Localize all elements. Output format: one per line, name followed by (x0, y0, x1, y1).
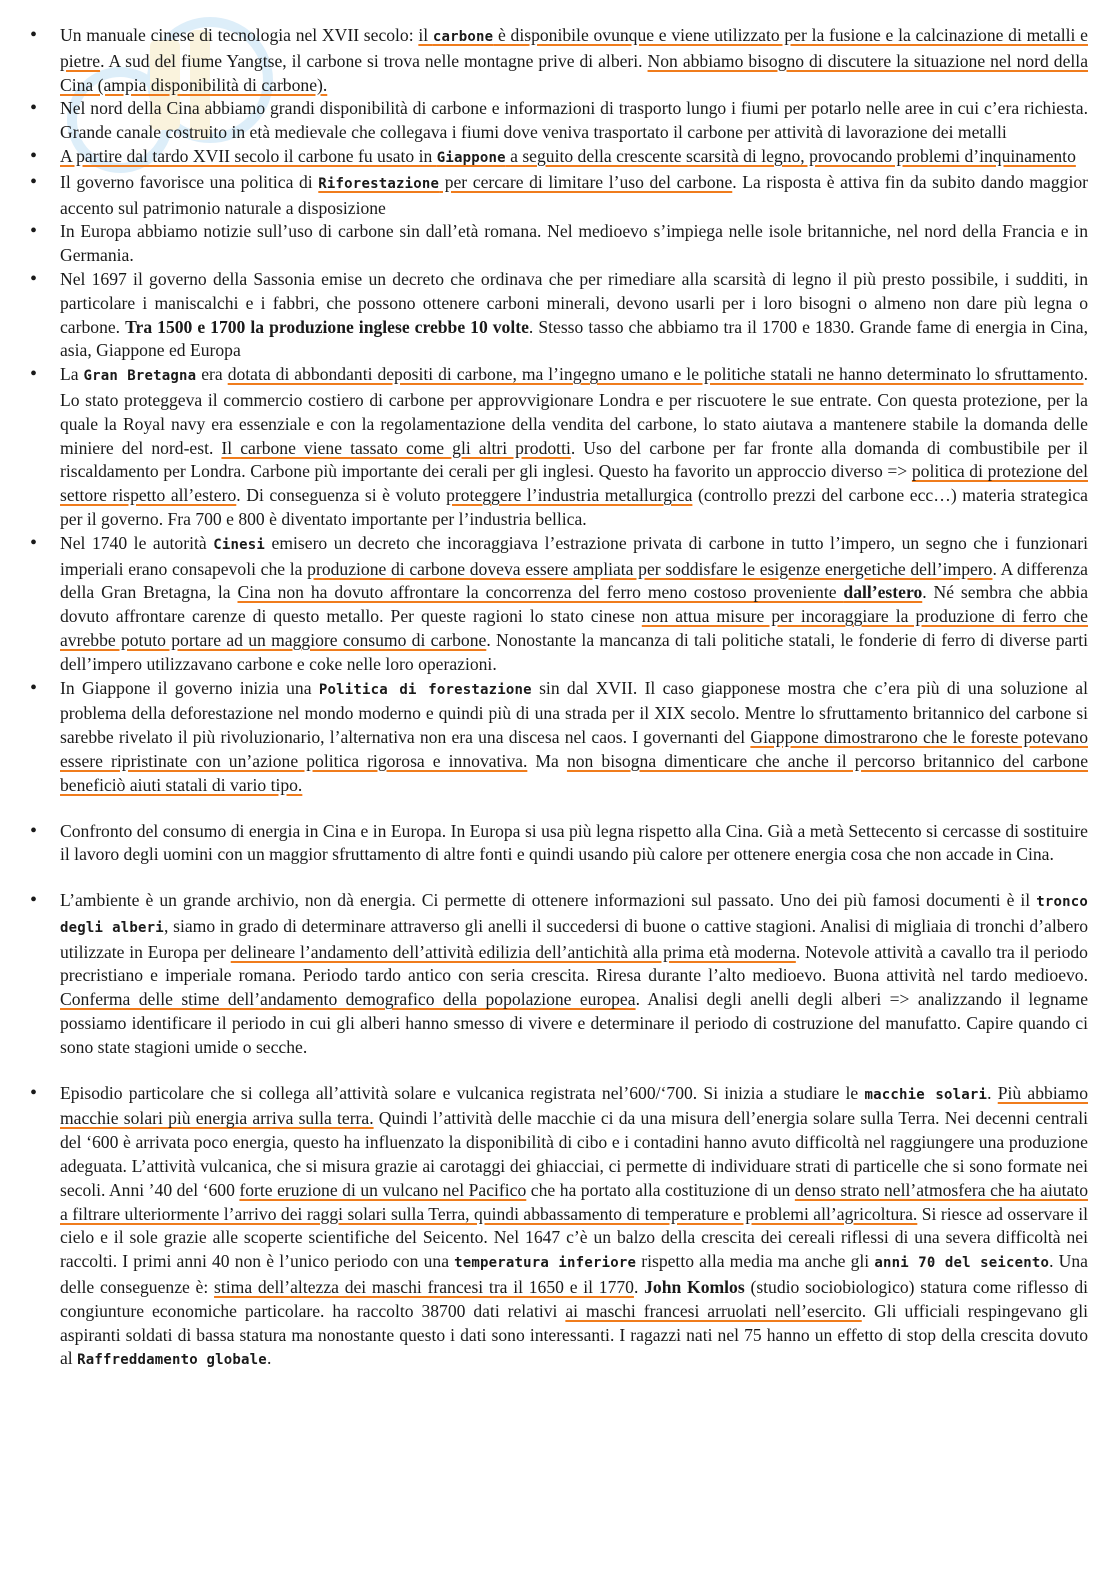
highlighted-text: denso strato nell’atmosfera che ha aiutato a filtrare ulteriormente l’arrivo dei raggi solari sulla Terra, quindi abbassamento di temperature e problemi all’agricoltura. (60, 1179, 1089, 1224)
highlighted-text: forte eruzione di un vulcano nel Pacifico (239, 1179, 527, 1200)
highlighted-text: politica di protezione del settore rispetto all’estero (60, 461, 1088, 506)
keyword-text: carbone (432, 29, 494, 45)
highlighted-text: il (418, 25, 433, 45)
text-segment: Nel 1697 il governo della Sassonia emise un decreto che ordinava che per rimediare alla scarsità di legno il più presto possibile, i sudditi, in particolare i maniscalchi e i fabbri, che possono ottenere carboni minerali, devono usarli per i loro bisogni o almeno non dare più legna o carbone. (60, 268, 1088, 337)
text-segment: . Analisi degli anelli degli alberi => analizzando il legname possiamo identificare il periodo in cui gli alberi hanno smesso di vivere e determinare il periodo di costruzione del manufatto. Capire quando ci sono state stagioni umide o secche. (60, 989, 1089, 1057)
text-segment: Il governo favorisce una politica di (60, 171, 319, 192)
text-segment: L’ambiente è un grande archivio, non dà energia. Ci permette di ottenere informazioni sul passato. Uno dei più famosi documenti è il (60, 890, 1037, 911)
text-segment: era (196, 364, 228, 385)
text-segment: Un manuale cinese di tecnologia nel XVII secolo: (60, 25, 419, 45)
keyword-text: Raffreddamento globale (77, 1352, 267, 1369)
highlighted-text: dall’estero (843, 582, 923, 603)
text-segment: Nel nord della Cina abbiamo grandi disponibilità di carbone e informazioni di trasporto lungo i fiumi per potarlo nelle aree in cui c’era richiesta. Grande canale costruito in età medievale che collegava i fiumi dove veniva trasportato il carbone per attività di lavorazione dei metalli (60, 98, 1088, 143)
highlighted-text: Giappone dimostrarono che le foreste potevano essere ripristinate con un’azione politica rigorosa e innovativa. (60, 727, 1088, 771)
text-segment: rispetto alla media ma anche gli (636, 1251, 875, 1272)
text-segment: . (633, 1277, 645, 1298)
text-segment: sin dal XVII. Il caso giapponese mostra che c’era più di una soluzione al problema della deforestazione nel mondo moderno e quindi più di una strada per il XIX secolo. Mentre lo sfruttamento britannico del carbone si sarebbe rivelato il più rivoluzionario, l’alternativa non era una discesa nel caos. I governanti del (60, 677, 1088, 748)
text-segment: . Lo stato proteggeva il commercio costiero di carbone per approvvigionare Londra e per riscuotere le sue entrate. Con questa protezione, per la quale la Royal navy era essenziale e con la regolamentazione della vendita del carbone, lo stato aiutava a mantenere stabile la domanda delle miniere del nord-est. (60, 364, 1088, 458)
keyword-text: Giappone (436, 149, 506, 166)
highlighted-text: ai maschi francesi arruolati nell’esercito (565, 1300, 862, 1321)
text-segment: . Uso del carbone per far fronte alla domanda di combustibile per il riscaldamento per Londra. Carbone più importante dei cerali per gli inglesi. Questo ha favorito un approccio diverso => (60, 437, 1088, 482)
highlighted-text: dotata di abbondanti depositi di carbone, ma l’ingegno umano e le politiche statali ne hanno determinato lo sfruttamento (227, 364, 1084, 385)
highlighted-text: A partire dal tardo XVII secolo il carbone fu usato in (60, 145, 437, 166)
text-segment: In Giappone il governo inizia una (60, 677, 319, 698)
text-segment: che ha portato alla costituzione di un (526, 1179, 795, 1200)
keyword-text: Gran Bretagna (83, 368, 197, 385)
text-segment: . Una delle conseguenze è: (60, 1251, 1088, 1298)
text-segment: emisero un decreto che incoraggiava l’estrazione privata di carbone in tutto l’impero, un segno che i funzionari imperiali erano consapevoli che la (60, 532, 1088, 579)
text-segment: Si riesce ad osservare il cielo e il sole grazie alle scoperte scientifiche del Seicento. Nel 1647 c’è un balzo della crescita dei cereali riflessi di una severa difficoltà nei raccolti. I primi anni 40 non è l’unico periodo con una (60, 1203, 1088, 1272)
highlighted-text: per cercare di limitare l’uso del carbone (439, 171, 733, 192)
highlighted-text: è disponibile ovunque e viene utilizzato per la fusione e la calcinazione di metalli e pietre (60, 25, 1088, 71)
text-segment: John Komlos (644, 1277, 745, 1298)
list-item (30, 363, 1088, 532)
keyword-text: temperatura inferiore (454, 1255, 637, 1272)
highlighted-text: stima dell’altezza dei maschi francesi tra il 1650 e il 1770 (214, 1277, 634, 1298)
highlighted-text: Conferma delle stime dell’andamento demografico della popolazione europea (60, 989, 636, 1010)
list-item (30, 1082, 1088, 1374)
text-segment: La (60, 364, 84, 385)
list-item (30, 171, 1088, 221)
highlighted-text: delineare l’andamento dell’attività edilizia dell’antichità alla prima età moderna (230, 941, 796, 962)
text-segment: Nel 1740 le autorità (60, 532, 214, 553)
list-item (30, 677, 1088, 798)
text-segment: . Stesso tasso che abbiamo tra il 1700 e 1830. Grande fame di energia in Cina, asia, Giappone ed Europa (60, 316, 1088, 361)
list-item (30, 220, 1088, 268)
list-item (30, 532, 1088, 677)
highlighted-text: Il carbone viene tassato come gli altri prodotti (221, 437, 571, 458)
highlighted-text: a seguito della crescente scarsità di legno, provocando problemi d’inquinamento (505, 145, 1076, 166)
text-segment: . Nonostante la mancanza di tali politiche statali, le fonderie di ferro di diverse parti dell’impero utilizzavano carbone e coke nelle loro operazioni. (60, 629, 1088, 674)
keyword-text: macchie solari (864, 1086, 988, 1103)
list-item (30, 889, 1088, 1060)
highlighted-text: non attua misure per incoraggiare la produzione di ferro che avrebbe potuto portare ad un maggiore consumo di carbone (60, 606, 1088, 650)
text-segment: Tra 1500 e 1700 la produzione inglese crebbe 10 volte (125, 316, 529, 337)
highlighted-text: produzione di carbone doveva essere ampliata per soddisfare le esigenze energetiche dell’impero (307, 558, 993, 579)
text-segment: Confronto del consumo di energia in Cina e in Europa. In Europa si usa più legna rispetto alla Cina. Già a metà Settecento si cercasse di sostituire il lavoro degli uomini con un maggior sfruttamento di altre fonti e quindi usando più calore per ottenere energia cosa che non accade in Cina. (60, 820, 1088, 865)
text-segment: . (987, 1082, 998, 1103)
text-segment: (controllo prezzi del carbone ecc…) materia strategica per il governo. Fra 700 e 800 è diventato importante per l’industria bellica. (60, 485, 1088, 529)
keyword-text: Politica di forestazione (318, 681, 532, 698)
text-segment: , siamo in grado di determinare attraverso gli anelli il succedersi di buone o cattive stagioni. Analisi di migliaia di tronchi d’albero utilizzate in Europa per (60, 915, 1089, 962)
text-segment: . La risposta è attiva fin da subito dando maggior accento sul patrimonio naturale a disposizione (60, 171, 1088, 218)
list-item (30, 24, 1088, 97)
highlighted-text: Cina non ha dovuto affrontare la concorrenza del ferro meno costoso proveniente (237, 582, 844, 603)
highlighted-text: proteggere l’industria metallurgica (446, 485, 693, 506)
highlighted-text: non bisogna dimenticare che anche il percorso britannico del carbone beneficiò aiuti statali di vario tipo. (60, 750, 1089, 795)
text-segment: In Europa abbiamo notizie sull’uso di carbone sin dall’età romana. Nel medioevo s’impiega nelle isole britanniche, nel nord della Francia e in Germania. (60, 221, 1088, 266)
text-segment: . Gli ufficiali respingevano gli aspiranti soldati di bassa statura ma nonostante questo i dati sono interessanti. I ragazzi nati nel 75 hanno un effetto di stop della crescita dovuto al (60, 1300, 1089, 1369)
highlighted-text: Non abbiamo bisogno di discutere la situazione nel nord della Cina (ampia disponibilità di carbone). (60, 50, 1089, 95)
text-segment: Episodio particolare che si collega all’attività solare e vulcanica registrata nel’600/‘700. Si inizia a studiare le (60, 1082, 865, 1103)
highlighted-text: Più abbiamo macchie solari più energia arriva sulla terra. (60, 1082, 1089, 1129)
text-segment: . A sud del fiume Yangtse, il carbone si trova nelle montagne prive di alberi. (100, 50, 648, 71)
text-segment: . (266, 1348, 272, 1369)
keyword-text: Cinesi (213, 536, 265, 553)
text-segment: . Né sembra che abbia dovuto affrontare carenze di questo metallo. Per queste ragioni lo stato cinese (60, 582, 1088, 627)
text-segment: Quindi l’attività delle macchie ci da una misura dell’energia solare sulla Terra. Nei decenni centrali del ‘600 è arrivata poco energia, questo ha influenzato la disponibilità di cibo e i contadini hanno avuto difficoltà nel raggiungere una produzione adeguata. L’attività vulcanica, che si misura grazie ai carotaggi dei ghiacciai, ci permette di individuare strati di particelle che si sono formate nei secoli. Anni ’40 del ‘600 (60, 1108, 1088, 1200)
keyword-text: tronco degli alberi (60, 894, 1088, 936)
list-item (30, 820, 1088, 868)
list-item (30, 97, 1088, 145)
text-segment: Ma (527, 750, 567, 771)
keyword-text: anni 70 del seicento (874, 1255, 1050, 1272)
text-segment: . Di conseguenza si è voluto (236, 485, 447, 506)
keyword-text: Riforestazione (318, 175, 440, 192)
bullet-list (30, 24, 1088, 1373)
text-segment: (studio sociobiologico) statura come riflesso di congiunture economiche particolare. ha raccolto 38700 dati relativi (60, 1277, 1089, 1321)
text-segment: . A differenza della Gran Bretagna, la (60, 558, 1088, 603)
list-item (30, 268, 1088, 363)
text-segment: . Notevole attività a cavallo tra il periodo precristiano e imperiale romana. Periodo tardo antico con seria crescita. Riresa durante l’alto medioevo. Buona attività nel tardo medioevo. (60, 941, 1088, 986)
list-item (30, 145, 1088, 171)
